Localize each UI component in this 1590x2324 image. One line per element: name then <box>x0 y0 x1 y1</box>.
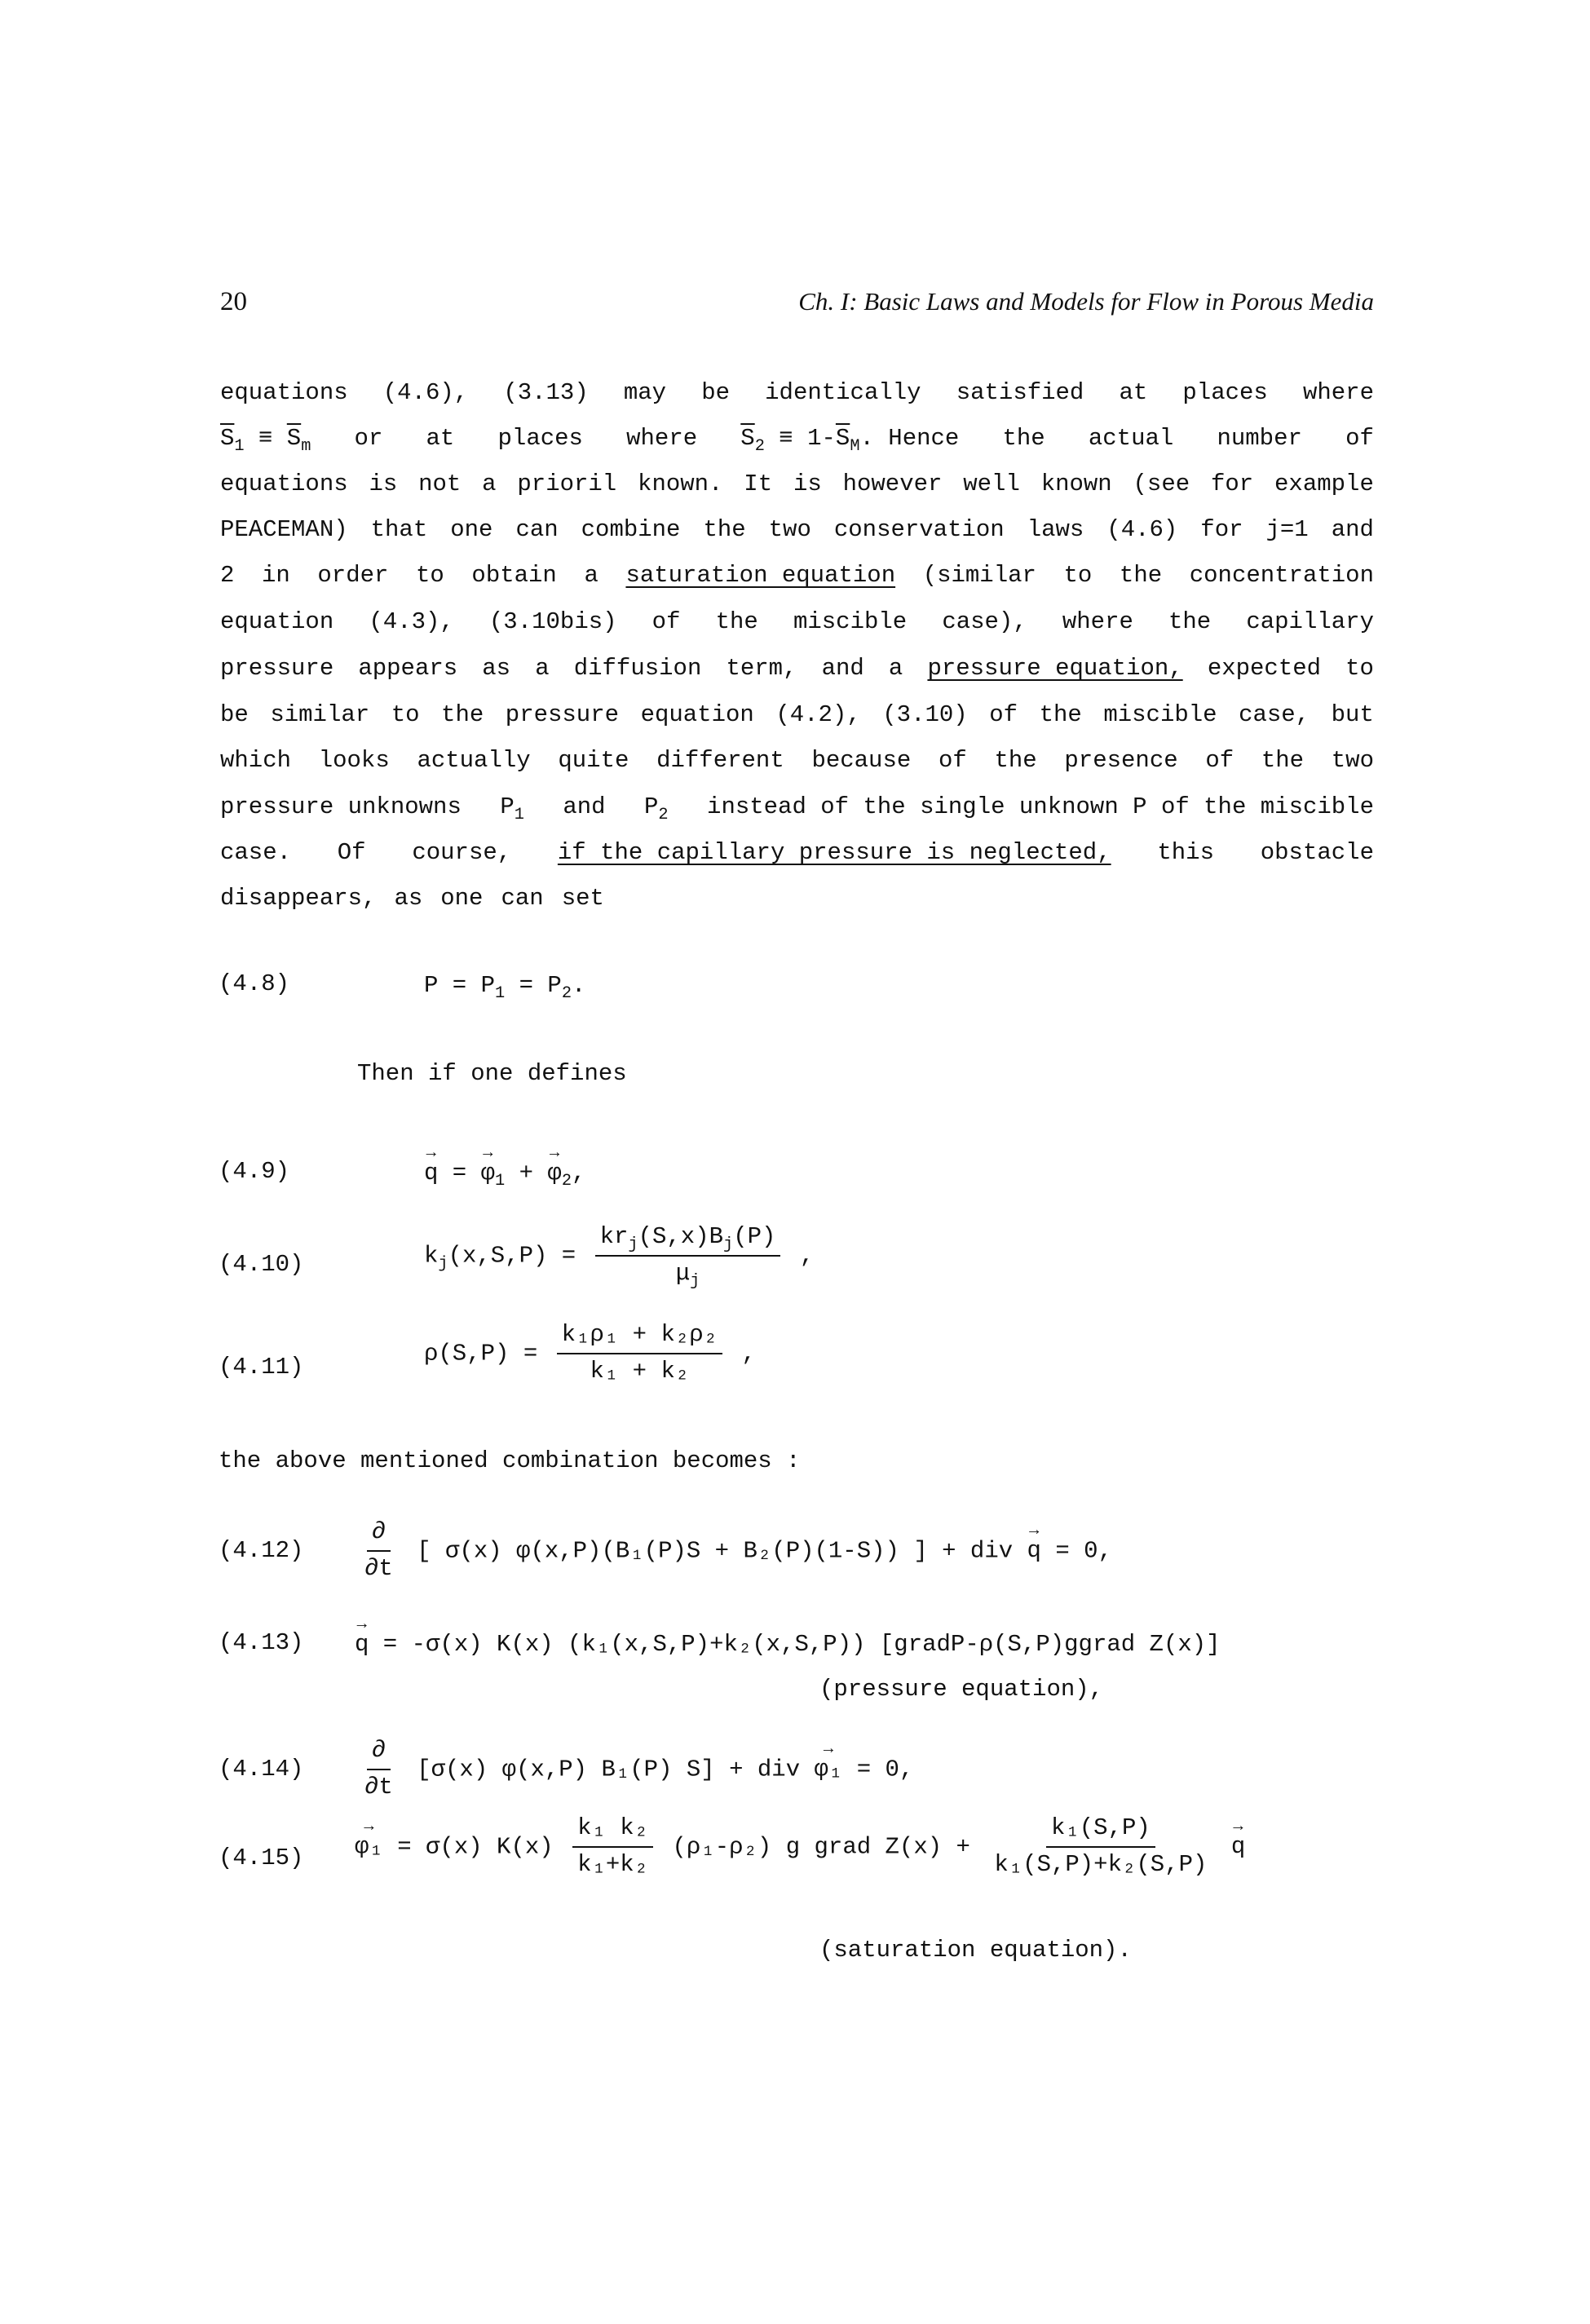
phi-vector: → φ <box>547 1160 561 1186</box>
word: known <box>1040 471 1112 497</box>
word: to <box>391 701 420 728</box>
math-text: [ σ(x) φ(x,P)(B₁(P)S + B₂(P)(1-S)) ] + div <box>417 1537 1014 1565</box>
math-text: , <box>799 1242 815 1270</box>
equation-label: (4.9) <box>219 1158 290 1185</box>
p2-symbol: P <box>644 793 659 820</box>
numerator: k₁ρ₁ + k₂ρ₂ <box>557 1321 722 1354</box>
word: be <box>701 379 731 406</box>
equation-4-10 <box>424 1223 815 1291</box>
equiv-symbol: ≡ <box>779 425 793 452</box>
word: to <box>416 562 444 589</box>
math-text: , <box>572 1160 586 1186</box>
word: case, <box>1239 701 1310 728</box>
subscript: 2 <box>658 806 669 825</box>
word: (4.3), <box>369 608 454 635</box>
word: be <box>220 701 249 728</box>
phi-vector: → φ₁ <box>355 1833 383 1860</box>
word: a <box>482 471 497 497</box>
math-text: (x,S,P) = <box>448 1242 590 1270</box>
word: as <box>394 885 423 912</box>
text-line <box>220 747 1374 774</box>
equation-label: (4.13) <box>219 1629 304 1656</box>
equation-4-9 <box>424 1160 586 1191</box>
saturation-equation-note: (saturation equation). <box>819 1937 1132 1964</box>
word: two <box>1331 747 1374 774</box>
word: the <box>1168 608 1212 635</box>
text-line <box>220 793 1374 825</box>
fraction <box>989 1814 1212 1880</box>
numerator: k₁(S,P) <box>1046 1814 1155 1848</box>
math-text: (P) <box>733 1223 776 1250</box>
text-line <box>220 608 1374 635</box>
word: of <box>651 608 681 635</box>
word: term, <box>726 655 797 682</box>
subscript: j <box>690 1271 700 1291</box>
word: pressure <box>220 655 334 682</box>
denominator: k₁ + k₂ <box>590 1357 690 1385</box>
word: the <box>994 747 1037 774</box>
word: quite <box>558 747 629 774</box>
word: prioril <box>517 471 617 497</box>
word: miscible <box>793 608 908 635</box>
word: a <box>888 655 903 682</box>
word: and <box>1331 516 1374 543</box>
subscript: 2 <box>561 984 572 1004</box>
word: is <box>793 471 822 497</box>
equation-4-8 <box>424 972 586 1004</box>
subscript: 1 <box>514 806 524 825</box>
subscript: 2 <box>561 1172 572 1191</box>
word: is <box>369 471 398 497</box>
text-line <box>220 701 1374 728</box>
q-vector: → q <box>1027 1537 1041 1564</box>
fraction <box>595 1223 781 1291</box>
word: combine <box>581 516 681 543</box>
word: miscible <box>1103 701 1217 728</box>
math-text: = <box>438 1160 481 1186</box>
numerator: ∂ <box>367 1737 391 1770</box>
text-line <box>220 655 1374 682</box>
word: obstacle <box>1260 839 1374 866</box>
phi-vector: → φ₁ <box>815 1756 843 1783</box>
word: one <box>440 885 484 912</box>
word: (4.6), <box>382 379 469 406</box>
subscript: 2 <box>754 437 765 457</box>
word: the <box>1119 562 1163 589</box>
math-text: kr <box>599 1223 629 1250</box>
subscript: j <box>723 1235 734 1255</box>
equation-label: (4.8) <box>219 970 290 997</box>
underlined-phrase: saturation equation <box>625 562 896 589</box>
derivative <box>360 1518 398 1584</box>
text-line <box>220 379 1374 406</box>
word: obtain <box>471 562 557 589</box>
subscript: j <box>438 1254 448 1274</box>
text-line <box>220 562 1374 589</box>
sm-symbol: $\overline{S}$ <box>286 425 302 452</box>
s1-symbol: $\overline{S}$ <box>220 425 235 452</box>
subscript: m <box>301 437 311 457</box>
word: to <box>1345 655 1374 682</box>
text-line <box>220 885 1374 912</box>
sM-symbol: $\overline{S}$ <box>835 425 850 452</box>
word: similar <box>270 701 370 728</box>
text-line <box>220 471 1374 497</box>
word: however <box>842 471 943 497</box>
equation-4-13 <box>355 1631 1221 1658</box>
word: case), <box>942 608 1027 635</box>
equation-4-12 <box>355 1518 1112 1584</box>
word: laws <box>1027 516 1084 543</box>
subscript: 1 <box>495 1172 506 1191</box>
word: pressure unknowns <box>220 793 462 820</box>
equation-4-14 <box>355 1737 913 1802</box>
word: because <box>811 747 912 774</box>
math-text: = σ(x) K(x) <box>382 1833 554 1861</box>
word: identically <box>765 379 921 406</box>
math-text: = P <box>505 972 562 999</box>
fraction <box>572 1814 653 1880</box>
equiv-symbol: ≡ <box>258 425 273 452</box>
word: at <box>426 425 455 452</box>
word: equations <box>220 379 348 406</box>
word: set <box>561 885 604 912</box>
word: example <box>1274 471 1374 497</box>
word: expected <box>1207 655 1322 682</box>
word: but <box>1331 701 1374 728</box>
word: equation <box>220 608 334 635</box>
word: PEACEMAN) <box>220 516 348 543</box>
word: conservation <box>833 516 1005 543</box>
word: of <box>938 747 967 774</box>
word: for <box>1200 516 1243 543</box>
word: disappears, <box>220 885 377 912</box>
underlined-phrase: if the capillary pressure is neglected, <box>557 839 1111 866</box>
word: well <box>963 471 1020 497</box>
word: capillary <box>1246 608 1374 635</box>
word: the <box>441 701 484 728</box>
text-line <box>220 839 1374 866</box>
subscript: j <box>628 1235 638 1255</box>
word: the <box>715 608 758 635</box>
word: (similar <box>922 562 1036 589</box>
text-line <box>220 425 1374 457</box>
word: and <box>563 793 606 820</box>
subscript: M <box>850 437 860 457</box>
word: which <box>220 747 292 774</box>
math-text: = 0, <box>1040 1537 1112 1565</box>
word: equation <box>640 701 754 728</box>
math-text: (S,x)B <box>638 1223 724 1250</box>
word: can <box>515 516 559 543</box>
word: the <box>703 516 746 543</box>
word: the <box>1002 425 1045 452</box>
word: diffusion <box>573 655 702 682</box>
word: (3.10) <box>882 701 968 728</box>
word: (3.13) <box>503 379 589 406</box>
equation-label: (4.11) <box>219 1354 304 1381</box>
s2-symbol: $\overline{S}$ <box>740 425 755 452</box>
word: the <box>1261 747 1305 774</box>
then-text: Then if one defines <box>357 1060 627 1087</box>
word: j=1 <box>1265 516 1309 543</box>
word: places <box>1182 379 1268 406</box>
denominator: ∂t <box>364 1773 393 1800</box>
equation-label: (4.14) <box>219 1756 304 1783</box>
equation-4-11 <box>424 1321 756 1386</box>
math-text: . <box>571 972 586 999</box>
word: appears <box>358 655 458 682</box>
word: one <box>450 516 493 543</box>
q-vector: → q <box>1231 1833 1245 1860</box>
underlined-phrase: pressure equation, <box>927 655 1183 682</box>
numerator: k₁ k₂ <box>572 1814 653 1848</box>
word: (see <box>1133 471 1190 497</box>
word: may <box>623 379 667 406</box>
word: in <box>262 562 290 589</box>
denominator: k₁+k₂ <box>577 1850 649 1878</box>
word: 2 <box>220 562 235 589</box>
p1-symbol: P <box>500 793 515 820</box>
math-text: = -σ(x) K(x) (k₁(x,S,P)+k₂(x,S,P)) [gradP-ρ(S,P)ggrad Z(x)] <box>369 1631 1221 1658</box>
math-text: ρ(S,P) = <box>424 1340 552 1367</box>
word: a <box>535 655 550 682</box>
math-text: = 0, <box>842 1756 914 1783</box>
word: number <box>1217 425 1302 452</box>
word: looks <box>318 747 390 774</box>
equation-label: (4.10) <box>219 1251 304 1278</box>
word: case. <box>220 839 292 866</box>
page-number: 20 <box>220 287 247 316</box>
word: of <box>1205 747 1234 774</box>
word: 1- <box>807 425 836 452</box>
word: or <box>354 425 383 452</box>
word: and <box>821 655 864 682</box>
math-text: + <box>505 1160 548 1186</box>
word: where <box>1062 608 1133 635</box>
fraction <box>557 1321 722 1386</box>
word: (3.10bis) <box>488 608 617 635</box>
word: equations <box>220 471 348 497</box>
denominator: k₁(S,P)+k₂(S,P) <box>994 1850 1208 1878</box>
phi-vector: → φ <box>481 1160 495 1186</box>
word: pressure <box>505 701 620 728</box>
denominator: ∂t <box>364 1554 393 1582</box>
word: as <box>482 655 511 682</box>
word: a <box>584 562 598 589</box>
word: this <box>1157 839 1214 866</box>
derivative <box>360 1737 398 1802</box>
word: at <box>1119 379 1148 406</box>
pressure-equation-note: (pressure equation), <box>819 1676 1104 1703</box>
word: of <box>1345 425 1374 452</box>
word: for <box>1210 471 1254 497</box>
equation-label: (4.12) <box>219 1537 304 1564</box>
word: concentration <box>1189 562 1374 589</box>
math-text: P = P <box>424 972 496 999</box>
word: that <box>370 516 428 543</box>
word: satisfied <box>956 379 1084 406</box>
word: It <box>744 471 773 497</box>
math-text: (ρ₁-ρ₂) g grad Z(x) + <box>672 1833 970 1861</box>
subscript: 1 <box>234 437 245 457</box>
word: order <box>317 562 389 589</box>
word: can <box>501 885 544 912</box>
word: presence <box>1064 747 1178 774</box>
word: places <box>497 425 583 452</box>
math-text: , <box>741 1340 756 1367</box>
word: actual <box>1088 425 1174 452</box>
word: (4.6) <box>1106 516 1178 543</box>
word: the <box>1039 701 1082 728</box>
word: (4.2), <box>775 701 861 728</box>
word: . Hence <box>859 425 960 452</box>
word: to <box>1063 562 1093 589</box>
q-vector: → q <box>355 1631 369 1658</box>
equation-label: (4.15) <box>219 1845 304 1871</box>
math-text: k <box>424 1242 439 1270</box>
subscript: 1 <box>495 984 506 1004</box>
numerator: ∂ <box>367 1518 391 1552</box>
word: known. <box>638 471 723 497</box>
word: where <box>1302 379 1374 406</box>
word: not <box>418 471 462 497</box>
running-title: Ch. I: Basic Laws and Models for Flow in Porous Media <box>798 287 1374 316</box>
word: Of <box>337 839 366 866</box>
word: where <box>626 425 698 452</box>
text-line <box>220 516 1374 543</box>
word: different <box>656 747 784 774</box>
word: course, <box>412 839 512 866</box>
combination-text: the above mentioned combination becomes : <box>219 1447 801 1474</box>
word: actually <box>417 747 531 774</box>
word: of <box>989 701 1018 728</box>
math-text: [σ(x) φ(x,P) B₁(P) S] + div <box>417 1756 801 1783</box>
word: instead of the single unknown P of the miscible <box>707 793 1374 820</box>
math-text: μ <box>675 1259 691 1287</box>
word: two <box>768 516 811 543</box>
q-vector: → q <box>424 1160 438 1186</box>
equation-4-15 <box>355 1814 1245 1880</box>
